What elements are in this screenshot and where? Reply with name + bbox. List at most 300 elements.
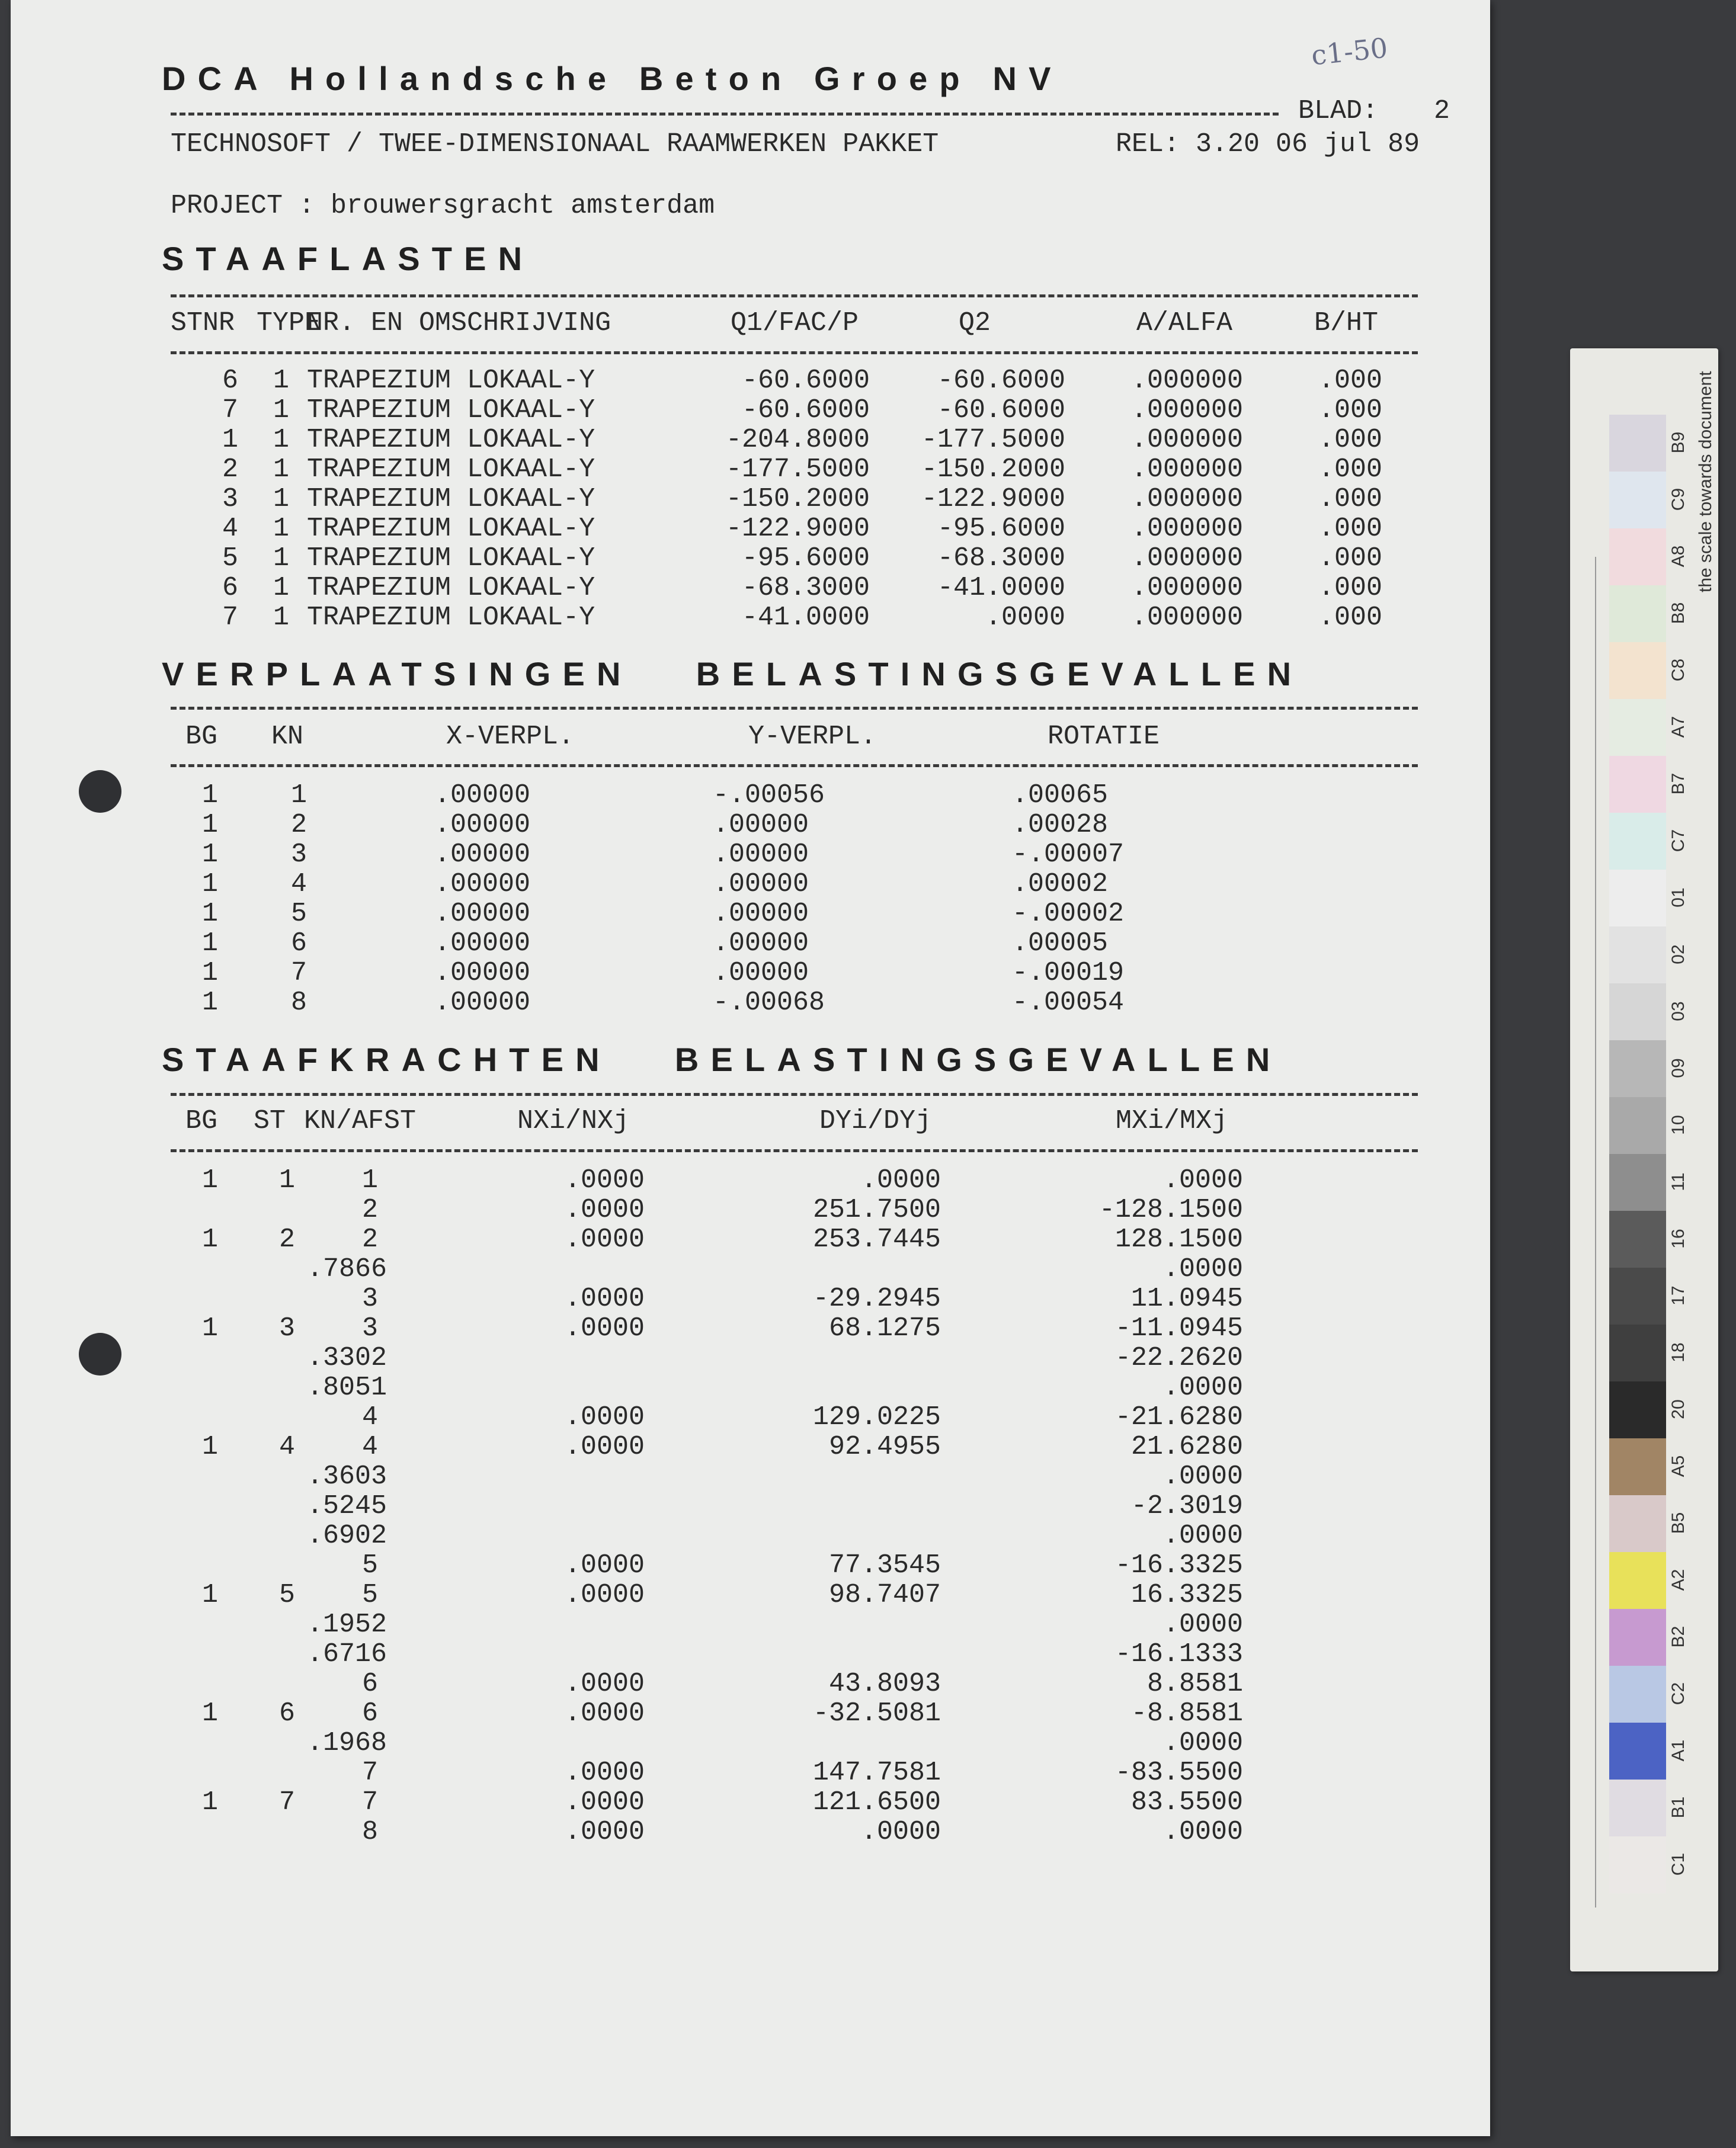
cell: -2.3019: [1130, 1491, 1243, 1521]
cell: .00000: [434, 958, 531, 988]
cell: 3: [278, 1313, 295, 1344]
cell: -29.2945: [812, 1284, 941, 1314]
table-row: [11, 395, 1490, 425]
release-info: REL: 3.20 06 jul 89: [1116, 129, 1420, 159]
cell: -177.5000: [725, 454, 870, 485]
cell: -122.9000: [921, 484, 1065, 514]
cell: -41.0000: [741, 602, 870, 633]
cell: -.00019: [1012, 958, 1125, 988]
cell: 6: [278, 1698, 295, 1729]
cell: NR. EN OMSCHRIJVING: [307, 308, 611, 338]
cell: 1: [201, 958, 218, 988]
cell: .000000: [1130, 514, 1243, 544]
cell: 1: [273, 454, 289, 485]
company-title: DCA Hollandsche Beton Groep NV: [162, 60, 1063, 97]
color-patch-label: A5: [1668, 1455, 1688, 1477]
cell: -16.3325: [1114, 1550, 1243, 1580]
table-row: [11, 1313, 1490, 1343]
cell: 2: [222, 454, 238, 485]
color-patch-label: C8: [1668, 658, 1688, 682]
table-row: [11, 543, 1490, 573]
cell: 98.7407: [828, 1580, 941, 1610]
cell: 4: [222, 514, 238, 544]
cell: 2: [361, 1224, 378, 1255]
cell: -204.8000: [725, 425, 870, 455]
cell: 5: [222, 543, 238, 573]
color-patch: [1609, 1097, 1666, 1154]
table-row: [11, 1432, 1490, 1461]
table-row: [11, 514, 1490, 543]
table-row: [11, 454, 1490, 484]
color-patch: [1609, 1268, 1666, 1325]
table-row: [11, 1195, 1490, 1224]
color-patch-label: 09: [1668, 1058, 1688, 1078]
color-patch: [1609, 642, 1666, 699]
strip-caption: the scale towards document: [1696, 371, 1715, 592]
cell: .000000: [1130, 602, 1243, 633]
color-patch: [1609, 1552, 1666, 1609]
cell: .000: [1318, 602, 1382, 633]
cell: 1: [201, 928, 218, 958]
cell: .000000: [1130, 454, 1243, 485]
color-patch-label: B5: [1668, 1512, 1688, 1534]
cell: .00000: [713, 958, 809, 988]
cell: 251.7500: [812, 1195, 941, 1225]
cell: 7: [361, 1787, 378, 1817]
cell: TRAPEZIUM LOKAAL-Y: [307, 366, 595, 396]
cell: KN: [271, 722, 304, 752]
cell: ROTATIE: [1048, 722, 1160, 752]
cell: B/HT: [1314, 308, 1379, 338]
cell: -.00007: [1012, 839, 1125, 870]
color-patch: [1609, 585, 1666, 642]
table-row: [11, 1698, 1490, 1728]
ruler-scale: [1595, 557, 1608, 1907]
table-row: [11, 1669, 1490, 1698]
cell: TRAPEZIUM LOKAAL-Y: [307, 454, 595, 485]
cell: 2: [361, 1195, 378, 1225]
cell: .8051: [307, 1373, 387, 1403]
color-patch: [1609, 1438, 1666, 1495]
cell: TRAPEZIUM LOKAAL-Y: [307, 425, 595, 455]
cell: 1: [290, 780, 307, 810]
cell: TYPE: [257, 308, 321, 338]
document-page: [11, 0, 1490, 2136]
table-row: [11, 1550, 1490, 1580]
table-row: [11, 573, 1490, 602]
cell: TRAPEZIUM LOKAAL-Y: [307, 602, 595, 633]
cell: -11.0945: [1114, 1313, 1243, 1344]
cell: .0000: [564, 1195, 645, 1225]
cell: -60.6000: [741, 366, 870, 396]
blad-value: 2: [1434, 96, 1450, 126]
cell: Y-VERPL.: [748, 722, 877, 752]
cell: 1: [273, 573, 289, 603]
table-row: [11, 1580, 1490, 1610]
cell: .0000: [564, 1313, 645, 1344]
cell: 8: [361, 1817, 378, 1847]
section-title-staaflasten: STAAFLASTEN: [162, 240, 534, 277]
cell: .6716: [307, 1639, 387, 1669]
cell: .0000: [564, 1550, 645, 1580]
cell: MXi/MXj: [1116, 1106, 1228, 1136]
cell: 1: [201, 1313, 218, 1344]
cell: -32.5081: [812, 1698, 941, 1729]
color-patch: [1609, 1609, 1666, 1666]
color-patch: [1609, 1381, 1666, 1438]
project-line: PROJECT : brouwersgracht amsterdam: [171, 191, 715, 221]
cell: .000: [1318, 366, 1382, 396]
cell: 3: [361, 1284, 378, 1314]
cell: TRAPEZIUM LOKAAL-Y: [307, 395, 595, 425]
cell: .0000: [564, 1284, 645, 1314]
table-row: [11, 839, 1490, 869]
cell: DYi/DYj: [819, 1106, 932, 1136]
cell: 8: [290, 988, 307, 1018]
cell: .00000: [713, 928, 809, 958]
cell: A/ALFA: [1136, 308, 1233, 338]
cell: 16.3325: [1130, 1580, 1243, 1610]
color-patch-label: A8: [1668, 545, 1688, 568]
table-row: [11, 1461, 1490, 1491]
cell: .000: [1318, 543, 1382, 573]
cell: .00002: [1012, 869, 1109, 899]
cell: .0000: [985, 602, 1065, 633]
table-row: [11, 1343, 1490, 1373]
table-row: [11, 869, 1490, 899]
cell: .0000: [1162, 1728, 1243, 1758]
color-patch-label: A1: [1668, 1739, 1688, 1762]
cell: X-VERPL.: [446, 722, 575, 752]
cell: .000000: [1130, 395, 1243, 425]
section-title-verplaatsingen: VERPLAATSINGEN BELASTINGSGEVALLEN: [162, 655, 1303, 693]
cell: 1: [273, 602, 289, 633]
cell: -68.3000: [741, 573, 870, 603]
color-patch-label: 03: [1668, 1001, 1688, 1021]
cell: .1952: [307, 1610, 387, 1640]
cell: 147.7581: [812, 1758, 941, 1788]
cell: -83.5500: [1114, 1758, 1243, 1788]
cell: .0000: [564, 1580, 645, 1610]
cell: .0000: [564, 1817, 645, 1847]
table-row: [11, 1817, 1490, 1846]
cell: 1: [273, 543, 289, 573]
cell: 43.8093: [828, 1669, 941, 1699]
color-patch: [1609, 870, 1666, 926]
table-row: [11, 1165, 1490, 1195]
cell: 8.8581: [1146, 1669, 1243, 1699]
cell: .5245: [307, 1491, 387, 1521]
cell: .000: [1318, 425, 1382, 455]
table-row: [11, 1610, 1490, 1639]
cell: .00000: [713, 899, 809, 929]
cell: STNR: [171, 308, 235, 338]
cell: .00005: [1012, 928, 1109, 958]
cell: 3: [290, 839, 307, 870]
cell: -150.2000: [725, 484, 870, 514]
color-patch-label: A7: [1668, 716, 1688, 738]
cell: -.00068: [713, 988, 825, 1018]
cell: 1: [222, 425, 238, 455]
table-row: [11, 1254, 1490, 1284]
cell: .0000: [564, 1758, 645, 1788]
color-patch: [1609, 415, 1666, 472]
cell: .00000: [434, 899, 531, 929]
cell: .0000: [1162, 1610, 1243, 1640]
table-row: [11, 1787, 1490, 1817]
cell: .3603: [307, 1461, 387, 1492]
cell: 6: [222, 366, 238, 396]
cell: 1: [273, 425, 289, 455]
cell: .000: [1318, 514, 1382, 544]
table-row: [11, 1224, 1490, 1254]
cell: 5: [278, 1580, 295, 1610]
color-patch-label: A2: [1668, 1569, 1688, 1591]
cell: 4: [361, 1432, 378, 1462]
cell: TRAPEZIUM LOKAAL-Y: [307, 573, 595, 603]
cell: 253.7445: [812, 1224, 941, 1255]
handwritten-note: c1-50: [1309, 31, 1389, 72]
cell: -.00002: [1012, 899, 1125, 929]
cell: 1: [201, 780, 218, 810]
cell: .7866: [307, 1254, 387, 1284]
cell: .0000: [564, 1787, 645, 1817]
cell: .00000: [434, 869, 531, 899]
cell: -41.0000: [937, 573, 1065, 603]
cell: TRAPEZIUM LOKAAL-Y: [307, 514, 595, 544]
cell: 5: [361, 1550, 378, 1580]
cell: .000: [1318, 484, 1382, 514]
cell: .00000: [434, 780, 531, 810]
cell: -.00056: [713, 780, 825, 810]
color-patch: [1609, 813, 1666, 870]
cell: 1: [201, 1580, 218, 1610]
color-patch: [1609, 926, 1666, 983]
table-row: [11, 928, 1490, 958]
cell: .0000: [1162, 1461, 1243, 1492]
color-patch: [1609, 1780, 1666, 1836]
cell: 7: [222, 602, 238, 633]
cell: 1: [273, 514, 289, 544]
color-patch: [1609, 528, 1666, 585]
cell: 7: [361, 1758, 378, 1788]
cell: .0000: [564, 1224, 645, 1255]
cell: -60.6000: [937, 366, 1065, 396]
divider: [171, 294, 1418, 297]
cell: -95.6000: [937, 514, 1065, 544]
cell: .000000: [1130, 484, 1243, 514]
section-title-staafkrachten: STAAFKRACHTEN BELASTINGSGEVALLEN: [162, 1041, 1282, 1078]
cell: 77.3545: [828, 1550, 941, 1580]
color-patch-label: 17: [1668, 1285, 1688, 1306]
cell: 4: [290, 869, 307, 899]
cell: 3: [222, 484, 238, 514]
cell: .000000: [1130, 425, 1243, 455]
cell: .0000: [1162, 1817, 1243, 1847]
cell: -.00054: [1012, 988, 1125, 1018]
color-patch-label: 10: [1668, 1115, 1688, 1135]
cell: .1968: [307, 1728, 387, 1758]
color-patch-label: 16: [1668, 1229, 1688, 1249]
color-patch-label: C1: [1668, 1852, 1688, 1876]
divider: [171, 351, 1418, 354]
cell: 1: [273, 395, 289, 425]
table-row: [11, 1639, 1490, 1669]
cell: 1: [201, 899, 218, 929]
program-subtitle: TECHNOSOFT / TWEE-DIMENSIONAAL RAAMWERKEN PAKKET: [171, 129, 939, 159]
color-patch: [1609, 1325, 1666, 1381]
cell: 5: [290, 899, 307, 929]
cell: .000000: [1130, 366, 1243, 396]
cell: -95.6000: [741, 543, 870, 573]
table-row: [11, 1491, 1490, 1521]
cell: .0000: [564, 1402, 645, 1432]
color-patch-label: B9: [1668, 431, 1688, 454]
cell: BG: [185, 722, 218, 752]
cell: .0000: [564, 1432, 645, 1462]
cell: .0000: [1162, 1521, 1243, 1551]
color-patch: [1609, 1723, 1666, 1780]
cell: 92.4955: [828, 1432, 941, 1462]
cell: .6902: [307, 1521, 387, 1551]
cell: -68.3000: [937, 543, 1065, 573]
cell: TRAPEZIUM LOKAAL-Y: [307, 543, 595, 573]
cell: .0000: [1162, 1165, 1243, 1195]
table-row: [11, 1521, 1490, 1550]
cell: 1: [201, 1787, 218, 1817]
blad-label: BLAD:: [1298, 96, 1379, 126]
cell: 1: [201, 869, 218, 899]
color-patch-label: C7: [1668, 829, 1688, 852]
cell: 6: [361, 1698, 378, 1729]
cell: NXi/NXj: [517, 1106, 630, 1136]
cell: -22.2620: [1114, 1343, 1243, 1373]
cell: -128.1500: [1098, 1195, 1243, 1225]
cell: -21.6280: [1114, 1402, 1243, 1432]
table-row: [11, 1758, 1490, 1787]
cell: 2: [278, 1224, 295, 1255]
cell: .0000: [860, 1165, 941, 1195]
cell: -60.6000: [741, 395, 870, 425]
table-row: [11, 425, 1490, 454]
cell: .000: [1318, 395, 1382, 425]
table-header-row: [11, 308, 1490, 338]
table-row: [11, 810, 1490, 839]
cell: .00028: [1012, 810, 1109, 840]
cell: -60.6000: [937, 395, 1065, 425]
cell: 1: [201, 1698, 218, 1729]
cell: 21.6280: [1130, 1432, 1243, 1462]
cell: .00000: [713, 810, 809, 840]
color-patch-label: B7: [1668, 772, 1688, 795]
cell: 128.1500: [1114, 1224, 1243, 1255]
cell: 1: [201, 1432, 218, 1462]
cell: .000000: [1130, 573, 1243, 603]
cell: 4: [361, 1402, 378, 1432]
cell: 83.5500: [1130, 1787, 1243, 1817]
cell: BG: [185, 1106, 218, 1136]
cell: .00065: [1012, 780, 1109, 810]
table-row: [11, 1373, 1490, 1402]
color-patch: [1609, 1836, 1666, 1893]
cell: 1: [201, 988, 218, 1018]
color-patch: [1609, 1495, 1666, 1552]
divider: [171, 113, 1279, 116]
table-row: [11, 1728, 1490, 1758]
cell: 121.6500: [812, 1787, 941, 1817]
cell: .00000: [434, 839, 531, 870]
cell: .0000: [860, 1817, 941, 1847]
cell: 6: [222, 573, 238, 603]
cell: 1: [201, 810, 218, 840]
color-patch: [1609, 756, 1666, 813]
cell: .00000: [713, 869, 809, 899]
cell: .0000: [564, 1165, 645, 1195]
divider: [171, 1149, 1418, 1152]
cell: .0000: [564, 1669, 645, 1699]
color-patch-label: 18: [1668, 1342, 1688, 1362]
cell: .00000: [713, 839, 809, 870]
cell: KN/AFST: [304, 1106, 417, 1136]
cell: .00000: [434, 988, 531, 1018]
cell: .0000: [1162, 1254, 1243, 1284]
color-patch-label: C2: [1668, 1682, 1688, 1705]
cell: 7: [278, 1787, 295, 1817]
cell: TRAPEZIUM LOKAAL-Y: [307, 484, 595, 514]
divider: [171, 707, 1418, 710]
cell: ST: [254, 1106, 286, 1136]
color-patch-label: B8: [1668, 602, 1688, 624]
cell: -177.5000: [921, 425, 1065, 455]
cell: -16.1333: [1114, 1639, 1243, 1669]
table-row: [11, 988, 1490, 1017]
color-patch-label: C9: [1668, 488, 1688, 511]
color-patch: [1609, 699, 1666, 756]
color-patch-label: B1: [1668, 1796, 1688, 1819]
cell: -150.2000: [921, 454, 1065, 485]
color-patch: [1609, 1040, 1666, 1097]
cell: 68.1275: [828, 1313, 941, 1344]
cell: 6: [361, 1669, 378, 1699]
cell: 1: [201, 1165, 218, 1195]
cell: 7: [290, 958, 307, 988]
cell: 6: [290, 928, 307, 958]
cell: .000000: [1130, 543, 1243, 573]
cell: Q1/FAC/P: [731, 308, 859, 338]
cell: .00000: [434, 928, 531, 958]
cell: 1: [361, 1165, 378, 1195]
cell: -8.8581: [1130, 1698, 1243, 1729]
cell: 3: [361, 1313, 378, 1344]
color-patch: [1609, 1666, 1666, 1723]
divider: [171, 764, 1418, 767]
cell: 7: [222, 395, 238, 425]
table-row: [11, 899, 1490, 928]
color-patch-label: B2: [1668, 1626, 1688, 1648]
cell: 1: [201, 1224, 218, 1255]
cell: .000: [1318, 573, 1382, 603]
cell: 1: [201, 839, 218, 870]
cell: 1: [278, 1165, 295, 1195]
table-row: [11, 1402, 1490, 1432]
cell: 11.0945: [1130, 1284, 1243, 1314]
cell: .00000: [434, 810, 531, 840]
color-patch-label: 01: [1668, 887, 1688, 908]
cell: 1: [273, 484, 289, 514]
table-row: [11, 366, 1490, 395]
cell: 2: [290, 810, 307, 840]
cell: .0000: [564, 1698, 645, 1729]
